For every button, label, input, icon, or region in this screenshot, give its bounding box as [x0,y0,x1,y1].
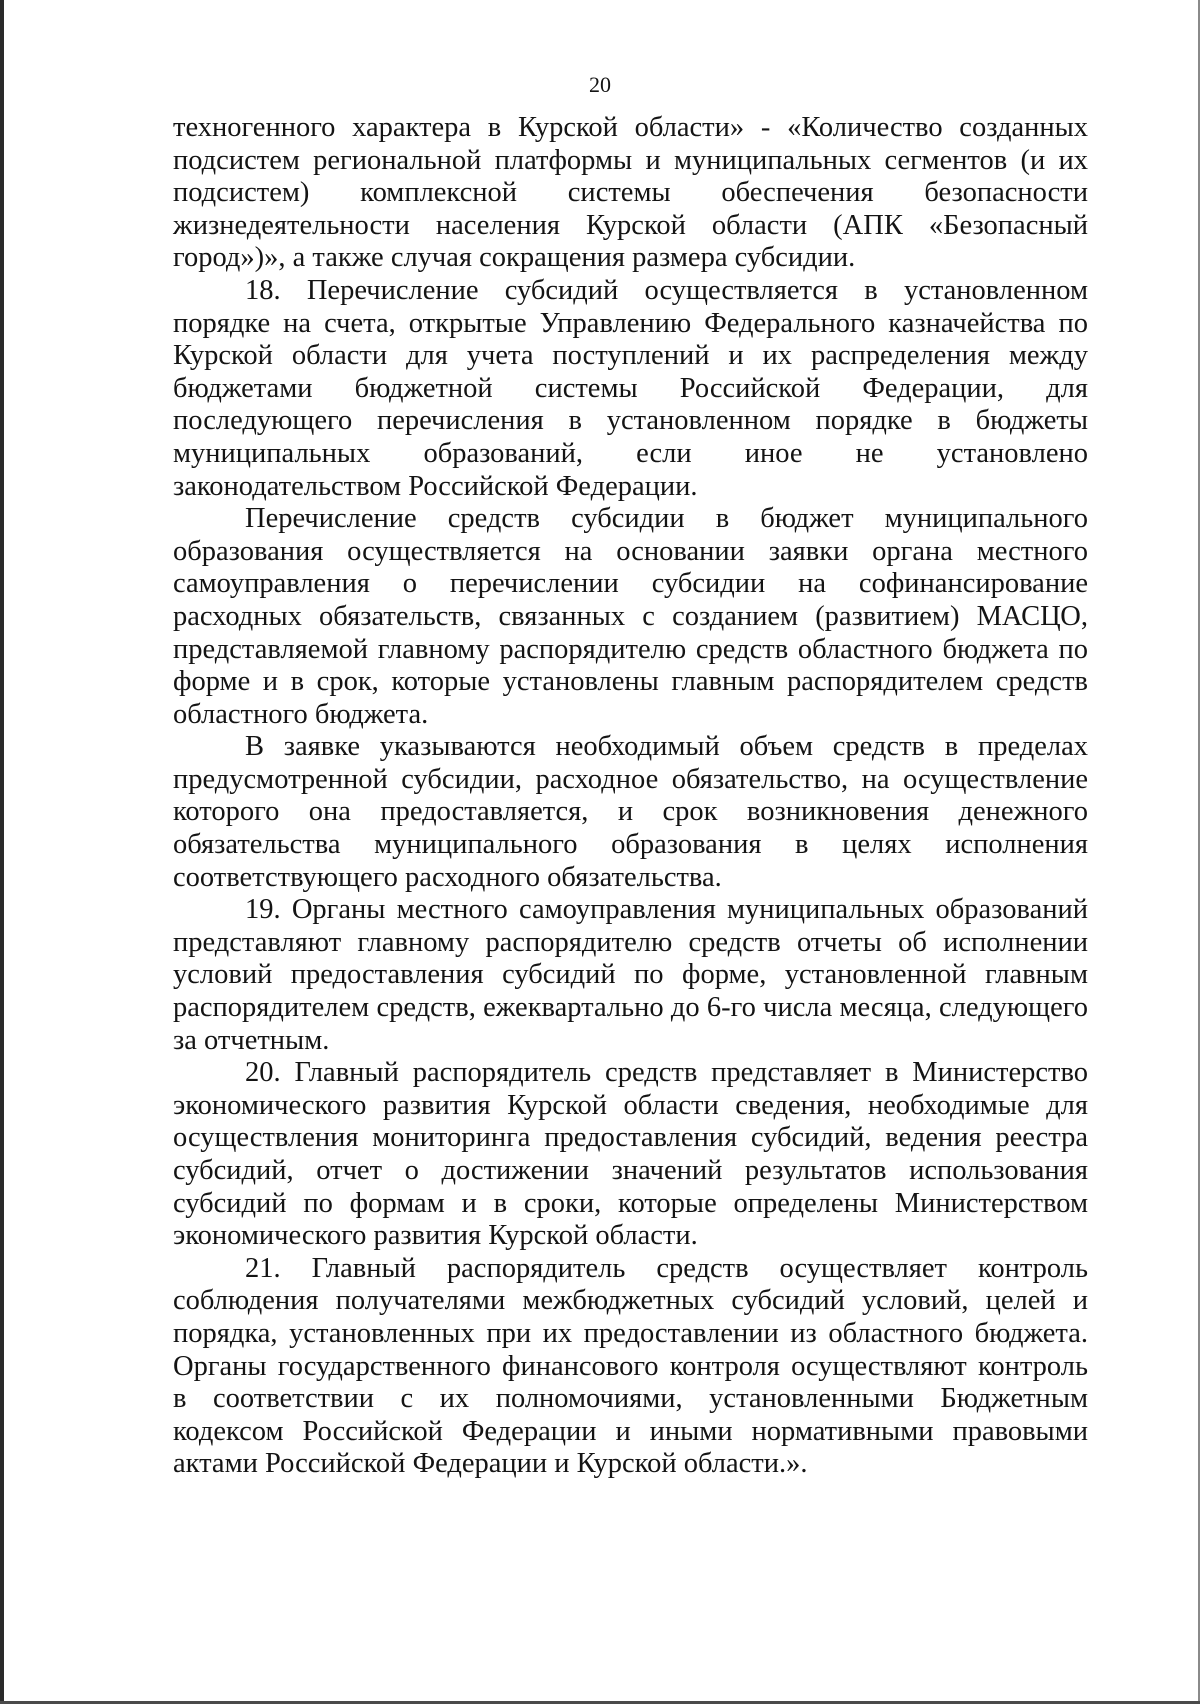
paragraph-transfer: Перечисление средств субсидии в бюджет муниципального образования осуществляется на основании заявки органа местного самоуправления о перечислении субсидии на софинансирование расходных обязательств, связанных с созданием (развитием) МАСЦО, представляемой главному распорядителю средств областного бюджета по форме и в срок, которые установлены главным распорядителем средств областного бюджета. [173,503,1088,730]
paragraph-continuation: техногенного характера в Курской области» - «Количество созданных подсистем региональной платформы и муниципальных сегментов (и их подсистем) комплексной системы обеспечения безопасности жизнедеятельности населения Курской области (АПК «Безопасный город»)», а также случая сокращения размера субсидии. [173,112,1088,274]
document-body [173,112,1088,1481]
paragraph-item-19: 19. Органы местного самоуправления муниципальных образований представляют главному распорядителю средств отчеты об исполнении условий предоставления субсидий по форме, установленной главным распорядителем средств, ежеквартально до 6-го числа месяца, следующего за отчетным. [173,894,1088,1056]
paragraph-item-20: 20. Главный распорядитель средств представляет в Министерство экономического развития Курской области сведения, необходимые для осуществления мониторинга предоставления субсидий, ведения реестра субсидий, отчет о достижении значений результатов использования субсидий по формам и в сроки, которые определены Министерством экономического развития Курской области. [173,1057,1088,1252]
scan-edge-left [0,0,4,1704]
paragraph-item-18: 18. Перечисление субсидий осуществляется в установленном порядке на счета, открытые Управлению Федерального казначейства по Курской области для учета поступлений и их распределения между бюджетами бюджетной системы Российской Федерации, для последующего перечисления в установленном порядке в бюджеты муниципальных образований, если иное не установлено законодательством Российской Федерации. [173,274,1088,502]
paragraph-item-21: 21. Главный распорядитель средств осуществляет контроль соблюдения получателями межбюджетных субсидий условий, целей и порядка, установленных при их предоставлении из областного бюджета. Органы государственного финансового контроля осуществляют контроль в соответствии с их полномочиями, установленными Бюджетным кодексом Российской Федерации и иными нормативными правовыми актами Российской Федерации и Курской области.». [173,1252,1088,1480]
page-number: 20 [589,72,611,97]
paragraph-application: В заявке указываются необходимый объем средств в пределах предусмотренной субсидии, расходное обязательство, на осуществление которого она предоставляется, и срок возникновения денежного обязательства муниципального образования в целях исполнения соответствующего расходного обязательства. [173,731,1088,893]
